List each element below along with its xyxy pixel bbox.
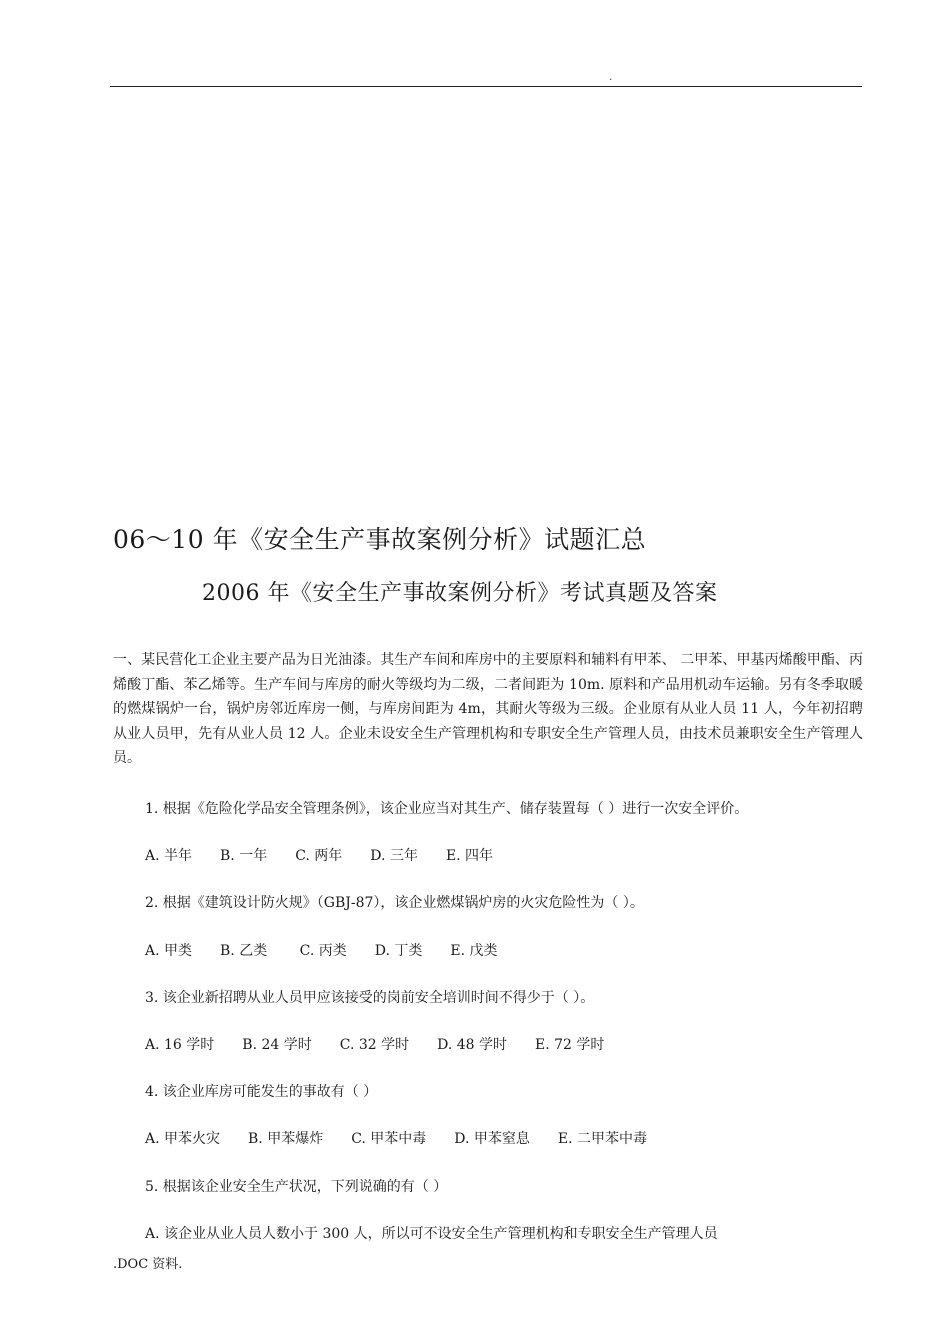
header-rule [110, 86, 862, 87]
question-1-options: A. 半年 B. 一年 C. 两年 D. 三年 E. 四年 [145, 848, 494, 864]
case-paragraph: 一、某民营化工企业主要产品为日光油漆。其生产车间和库房中的主要原料和辅料有甲苯、 二甲苯、甲基丙烯酸甲酯、丙烯酸丁酯、苯乙烯等。生产车间与库房的耐火等级均为二级，二者间距为 10m. 原料和产品用机动车运输。另有冬季取暖的燃煤锅炉一台，锅炉房邻近库房一侧，与库房间距为 4m，其耐火等级为三级。企业原有从业人员 11 人，今年初招聘从业人员甲，先有从业人员 12 人。企业未设安全生产管理机构和专职安全生产管理人员，由技术员兼职安全生产管理人员。 [113, 652, 863, 767]
question-4-options: A. 甲苯火灾 B. 甲苯爆炸 C. 甲苯中毒 D. 甲苯窒息 E. 二甲苯中毒 [145, 1131, 648, 1147]
question-5: 5. 根据该企业安全生产状况，下列说确的有（ ） [145, 1179, 448, 1195]
question-2: 2. 根据《建筑设计防火规》（GBJ-87），该企业燃煤锅炉房的火灾危险性为（ ）。 [145, 895, 644, 911]
header-mark: . [609, 72, 613, 83]
page-footer: .DOC 资料. [113, 1257, 183, 1272]
question-3: 3. 该企业新招聘从业人员甲应该接受的岗前安全培训时间不得少于（ ）。 [145, 990, 595, 1006]
question-5-option-a: A. 该企业从业人员人数小于 300 人，所以可不设安全生产管理机构和专职安全生产管理人员 [145, 1226, 718, 1242]
document-subtitle: 2006 年《安全生产事故案例分析》考试真题及答案 [202, 581, 718, 606]
question-1: 1. 根据《危险化学品安全管理条例》，该企业应当对其生产、储存装置每（ ）进行一次安全评价。 [145, 801, 749, 817]
question-4: 4. 该企业库房可能发生的事故有（ ） [145, 1084, 378, 1100]
question-2-options: A. 甲类 B. 乙类 C. 丙类 D. 丁类 E. 戊类 [145, 943, 498, 959]
document-title: 06～10 年《安全生产事故案例分析》试题汇总 [113, 525, 647, 554]
question-3-options: A. 16 学时 B. 24 学时 C. 32 学时 D. 48 学时 E. 72 学时 [145, 1037, 605, 1053]
